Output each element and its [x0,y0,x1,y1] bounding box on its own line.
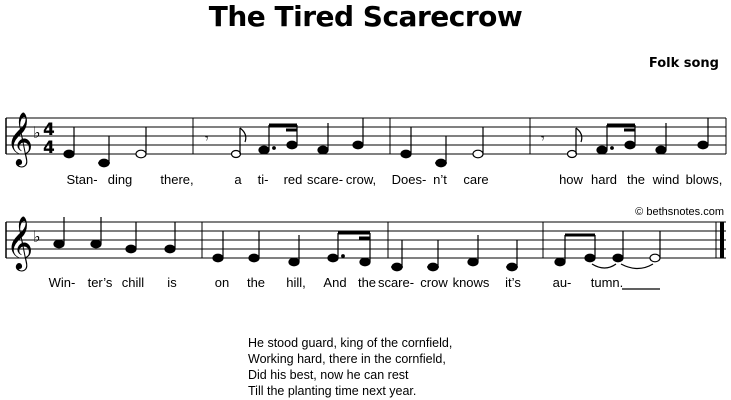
lyric-syllable: chill [121,275,145,290]
lyric-syllable: knows [452,275,490,290]
lyric-syllable: care [463,172,489,187]
song-title: The Tired Scarecrow [208,0,523,33]
lyric-syllable: ter’s [87,275,113,290]
lyric-syllable: scare- [306,172,344,187]
notes-system-2 [54,217,660,271]
lyric-syllable: how [559,172,583,187]
lyric-syllable: hill, [286,275,306,290]
lyric-syllable: on [214,275,230,290]
staff-system-2 [6,222,726,258]
lyric-syllable: tumn. [590,275,624,290]
time-signature-top: 4 [43,120,55,140]
lyric-syllable: Win- [48,275,76,290]
song-subtitle: Folk song [648,56,719,71]
lyric-syllable: n’t [433,172,447,187]
verse-line: Till the planting time next year. [248,384,417,398]
copyright-credit: © bethsnotes.com [635,206,724,218]
verse-line: Working hard, there in the cornfield, [248,352,446,366]
lyric-syllable: the [357,275,377,290]
notes-system-1 [64,118,708,167]
lyric-syllable: crow [420,275,448,290]
lyric-syllable: there, [160,172,194,187]
time-signature-bottom: 4 [43,138,55,158]
flat-sign-icon: ♭ [33,123,41,142]
svg-text:𝄾: 𝄾 [205,130,209,146]
flat-sign-icon: ♭ [33,227,41,246]
lyric-syllable: wind [652,172,680,187]
lyric-syllable: red [283,172,303,187]
lyric-syllable: hard [590,172,618,187]
treble-clef-icon: 𝄞 [6,111,34,165]
lyric-syllable: au- [552,275,572,290]
lyric-syllable: And [323,275,347,290]
lyric-syllable: Stan- [66,172,98,187]
lyric-syllable: ti- [257,172,269,187]
lyric-syllable: the [626,172,646,187]
verse-text [248,335,452,399]
lyric-syllable: blows, [685,172,723,187]
staff-system-1 [6,118,726,154]
lyric-syllable: ding [107,172,133,187]
lyric-syllable: crow, [345,172,377,187]
treble-clef-icon: 𝄞 [6,215,34,269]
verse-line: He stood guard, king of the cornfield, [248,336,453,350]
lyric-syllable: it’s [505,275,521,290]
lyric-syllable: a [234,172,242,187]
lyric-syllable: scare- [377,275,415,290]
verse-line: Did his best, now he can rest [248,368,409,382]
lyric-syllable: is [167,275,177,290]
lyric-syllable: the [246,275,266,290]
lyric-syllable: Does- [391,172,427,187]
svg-text:𝄾: 𝄾 [541,130,545,146]
